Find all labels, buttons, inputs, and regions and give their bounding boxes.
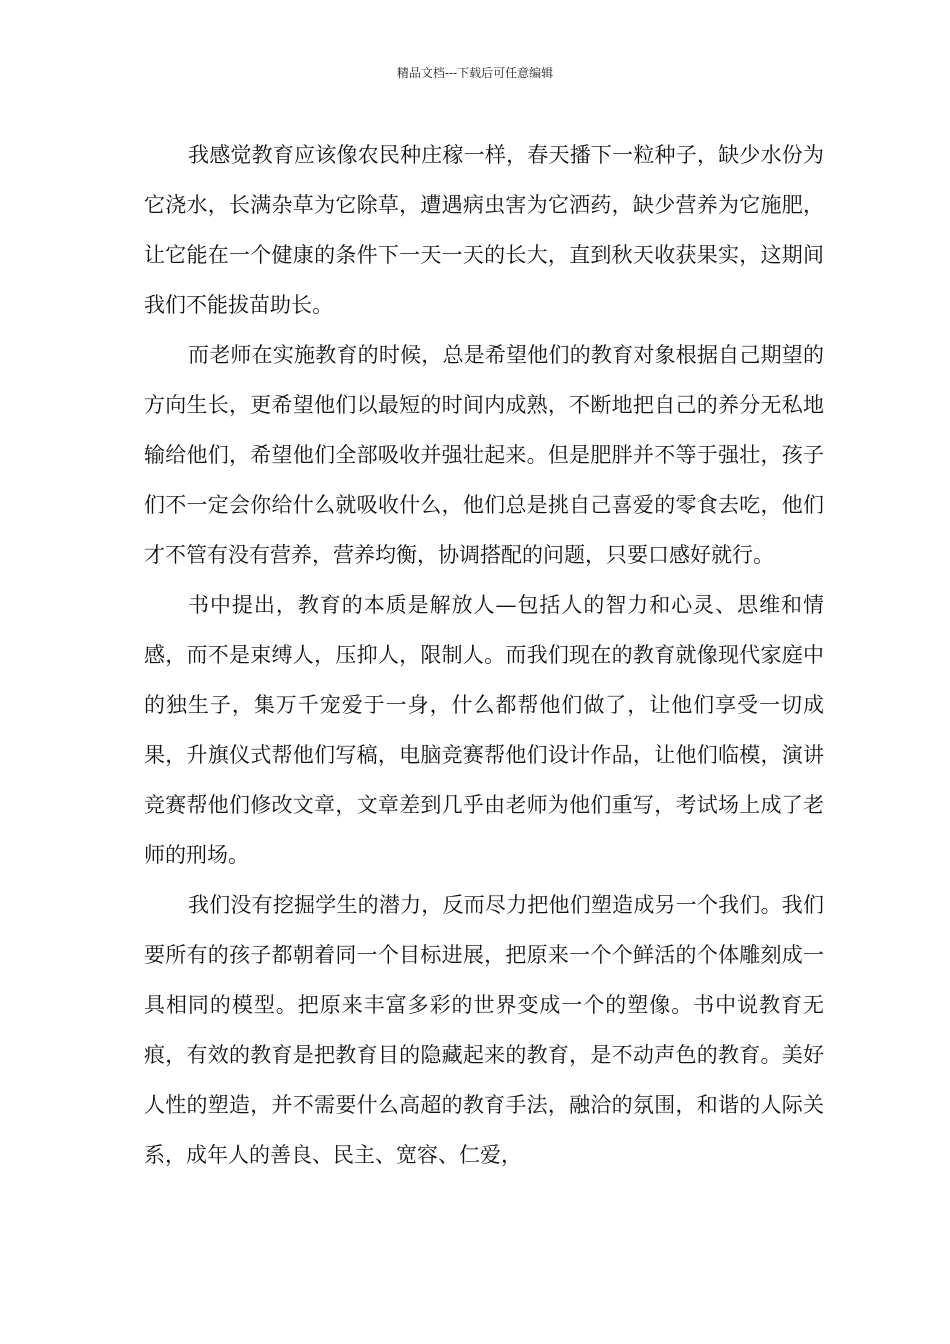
paragraph-4: 我们没有挖掘学生的潜力，反而尽力把他们塑造成另一个我们。我们要所有的孩子都朝着同一个目标进展，把原来一个个鲜活的个体雕刻成一具相同的模型。把原来丰富多彩的世界变成一个的塑像。书中说教育无痕，有效的教育是把教育目的隐藏起来的教育，是不动声色的教育。美好人性的塑造，并不需要什么高超的教育手法，融洽的氛围，和谐的人际关系，成年人的善良、民主、宽容、仁爱，: [144, 893, 824, 1167]
paragraph-2: 而老师在实施教育的时候，总是希望他们的教育对象根据自己期望的方向生长，更希望他们以最短的时间内成熟，不断地把自己的养分无私地输给他们，希望他们全部吸收并强壮起来。但是肥胖并不等于强壮，孩子们不一定会你给什么就吸收什么，他们总是挑自己喜爱的零食去吃，他们才不管有没有营养，营养均衡，协调搭配的问题，只要口感好就行。: [144, 343, 824, 567]
paragraph-3: 书中提出，教育的本质是解放人—包括人的智力和心灵、思维和情感，而不是束缚人，压抑人，限制人。而我们现在的教育就像现代家庭中的独生子，集万千宠爱于一身，什么都帮他们做了，让他们享受一切成果，升旗仪式帮他们写稿，电脑竞赛帮他们设计作品，让他们临模，演讲竞赛帮他们修改文章，文章差到几乎由老师为他们重写，考试场上成了老师的刑场。: [144, 593, 824, 867]
document-body: [144, 130, 824, 1180]
paragraph-1: 我感觉教育应该像农民种庄稼一样，春天播下一粒种子，缺少水份为它浇水，长满杂草为它除草，遭遇病虫害为它洒药，缺少营养为它施肥，让它能在一个健康的条件下一天一天的长大，直到秋天收获果实，这期间我们不能拔苗助长。: [144, 143, 824, 317]
page-header: 精品文档---下载后可任意编辑: [396, 66, 554, 80]
